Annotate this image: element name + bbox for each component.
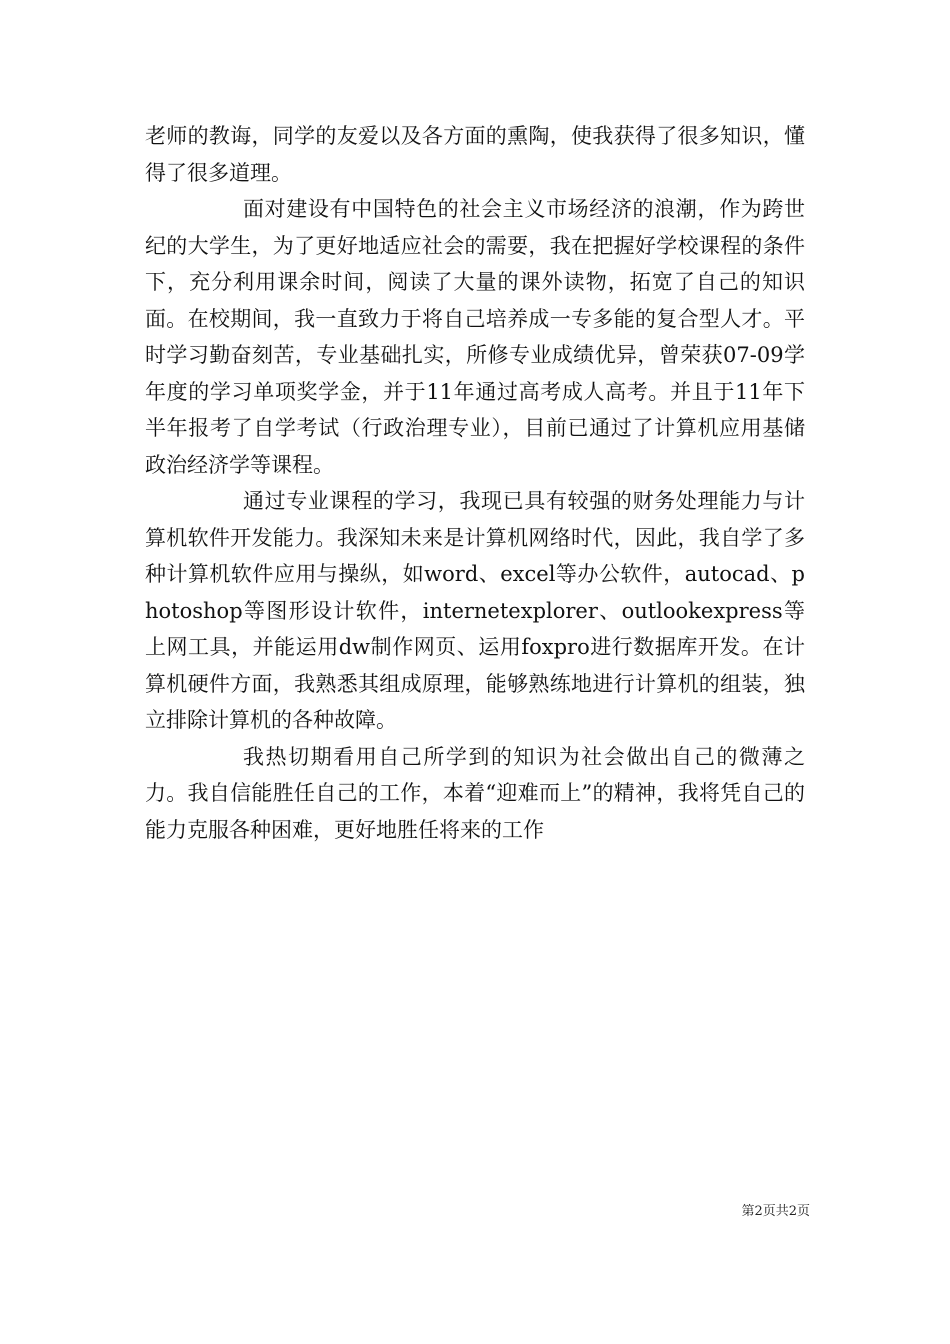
page-number-footer: 第2页共2页	[741, 1204, 810, 1219]
paragraph-4: 我热切期看用自己所学到的知识为社会做出自己的微薄之力。我自信能胜任自己的工作，本着“迎难而上”的精神，我将凭自己的能力克服各种困难，更好地胜任将来的工作	[145, 744, 805, 842]
paragraph-3: 通过专业课程的学习，我现已具有较强的财务处理能力与计算机软件开发能力。我深知未来是计算机网络时代，因此，我自学了多种计算机软件应用与操纵，如word、excel等办公软件，autocad、photoshop等图形设计软件，internetexplorer、outlookexpress等上网工具，并能运用dw制作网页、运用foxpro进行数据库开发。在计算机硬件方面，我熟悉其组成原理，能够熟练地进行计算机的组装，独立排除计算机的各种故障。	[145, 489, 805, 732]
paragraph-1: 老师的教诲，同学的友爱以及各方面的熏陶，使我获得了很多知识，懂得了很多道理。	[145, 124, 805, 185]
paragraph-2: 面对建设有中国特色的社会主义市场经济的浪潮，作为跨世纪的大学生，为了更好地适应社会的需要，我在把握好学校课程的条件下，充分利用课余时间，阅读了大量的课外读物，拓宽了自己的知识面。在校期间，我一直致力于将自己培养成一专多能的复合型人才。平时学习勤奋刻苦，专业基础扎实，所修专业成绩优异，曾荣获07-09学年度的学习单项奖学金，并于11年通过高考成人高考。并且于11年下半年报考了自学考试（行政治理专业），目前已通过了计算机应用基储政治经济学等课程。	[145, 197, 805, 477]
document-body	[145, 118, 805, 848]
